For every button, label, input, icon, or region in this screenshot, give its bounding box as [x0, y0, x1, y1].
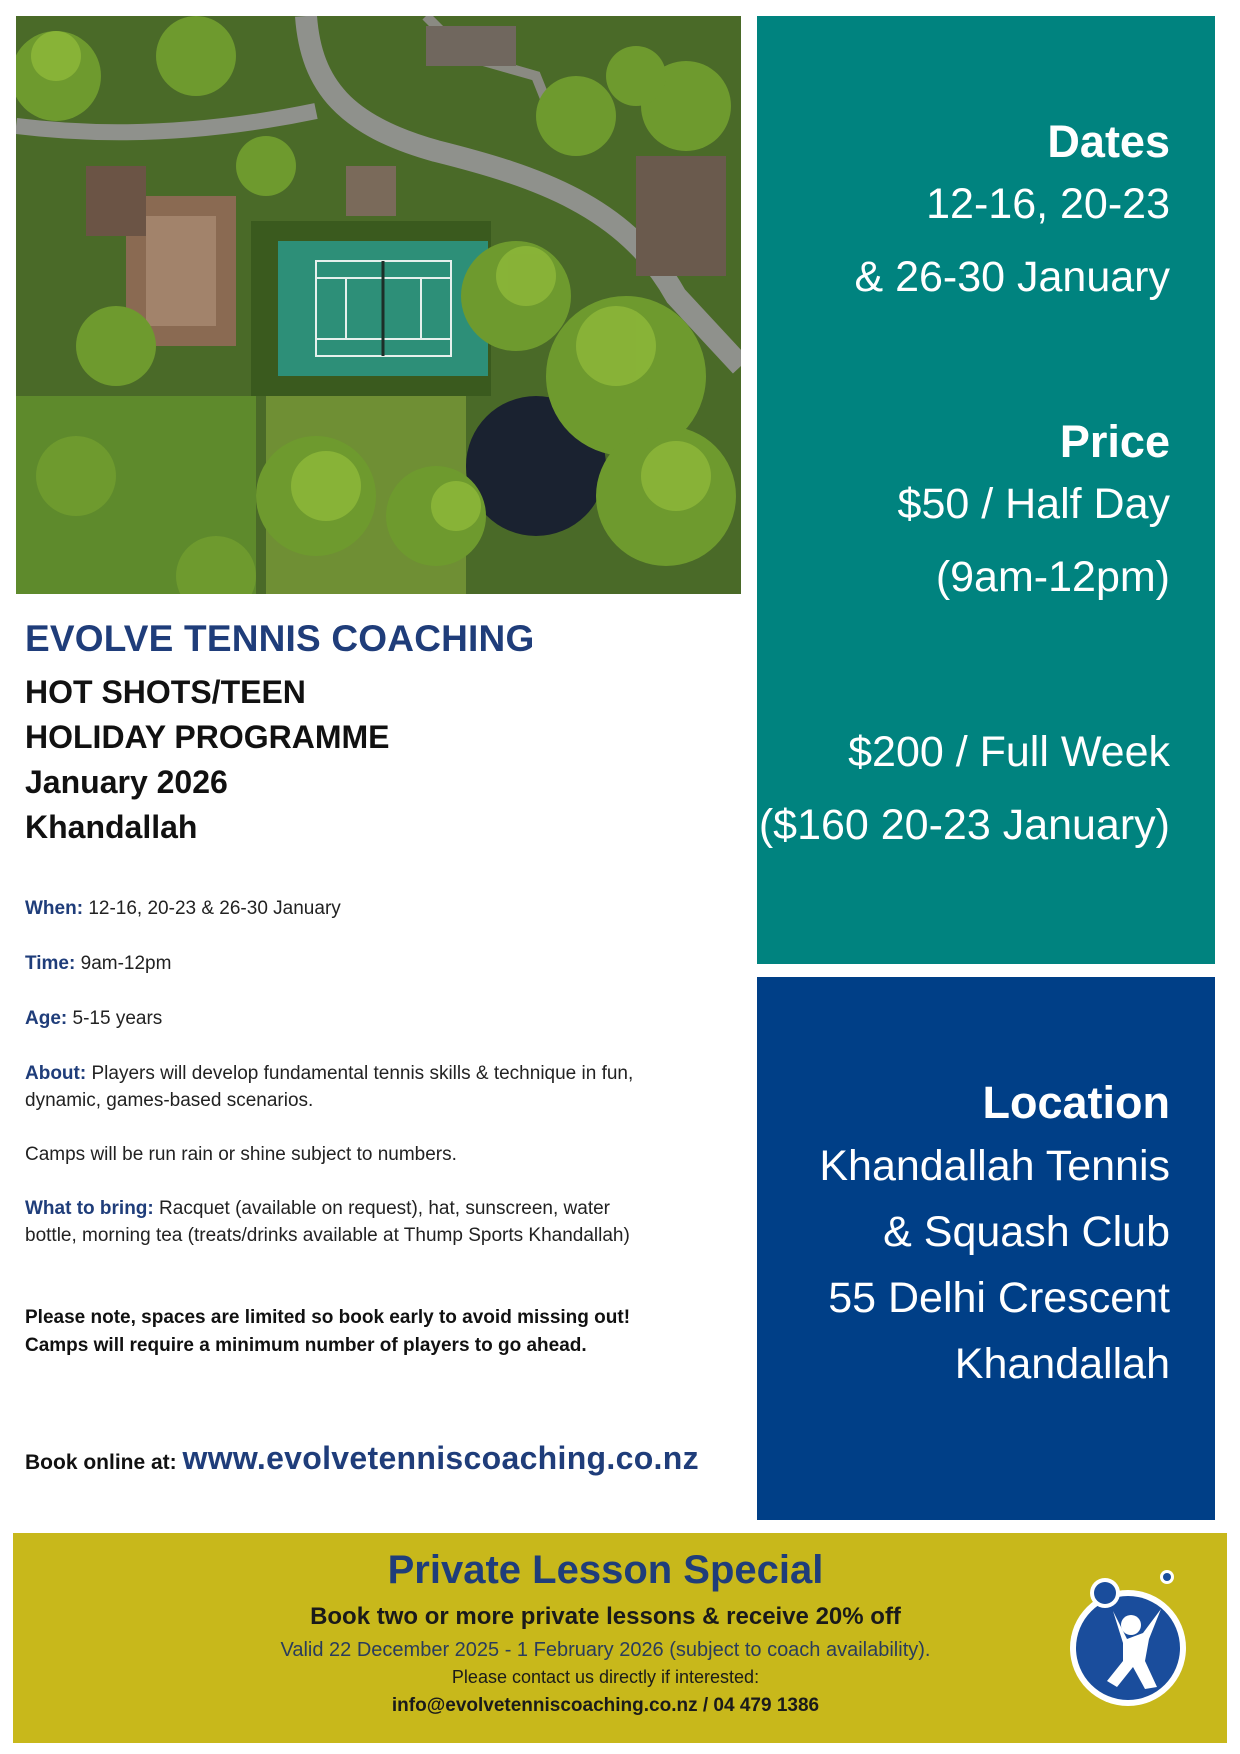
programme-title-block — [25, 618, 725, 850]
camps-note: Camps will be run rain or shine subject to numbers. — [25, 1144, 457, 1165]
bring-label: What to bring: — [25, 1198, 154, 1219]
programme-details — [25, 895, 725, 1360]
brand-name: EVOLVE TENNIS COACHING — [25, 618, 535, 659]
price-section — [898, 416, 1170, 614]
programme-name-line-2: HOLIDAY PROGRAMME — [25, 719, 390, 755]
about-value: Players will develop fundamental tennis skills & technique in fun, dynamic, games-based scenarios. — [25, 1063, 634, 1111]
dates-line-1: 12-16, 20-23 — [926, 180, 1170, 228]
time-value: 9am-12pm — [75, 953, 172, 974]
when-value: 12-16, 20-23 & 26-30 January — [83, 898, 341, 919]
time-row — [25, 950, 725, 977]
tennis-player-logo-icon — [1061, 1563, 1196, 1713]
age-row — [25, 1005, 725, 1032]
full-week-section — [759, 716, 1170, 862]
short-week-price: ($160 20-23 January) — [758, 801, 1170, 849]
about-row — [25, 1060, 705, 1114]
programme-suburb: Khandallah — [25, 809, 198, 845]
book-online-row — [25, 1440, 699, 1477]
dates-line-2: & 26-30 January — [854, 253, 1170, 301]
half-day-hours: (9am-12pm) — [935, 553, 1170, 601]
aerial-tennis-court-photo — [16, 16, 741, 594]
age-value: 5-15 years — [67, 1008, 163, 1029]
location-line-1: Khandallah Tennis — [819, 1142, 1170, 1190]
age-label: Age: — [25, 1008, 68, 1029]
programme-name-line-1: HOT SHOTS/TEEN — [25, 674, 306, 710]
banner-validity: Valid 22 December 2025 - 1 February 2026 (subject to coach availability). — [280, 1639, 931, 1661]
time-label: Time: — [25, 953, 76, 974]
banner-contact-note: Please contact us directly if interested: — [451, 1667, 760, 1687]
location-line-3: 55 Delhi Crescent — [828, 1274, 1170, 1322]
banner-email-phone[interactable]: info@evolvetenniscoaching.co.nz / 04 479 1386 — [391, 1695, 820, 1716]
half-day-price: $50 / Half Day — [897, 480, 1170, 528]
location-panel — [757, 977, 1215, 1520]
about-label: About: — [25, 1063, 87, 1084]
banner-offer: Book two or more private lessons & receive 20% off — [310, 1603, 901, 1630]
dates-section — [854, 116, 1170, 314]
when-label: When: — [25, 898, 84, 919]
private-lesson-banner — [13, 1533, 1227, 1743]
location-section — [819, 1077, 1170, 1397]
bring-value: Racquet (available on request), hat, sunscreen, water bottle, morning tea (treats/drinks available at Thump Sports Khandallah) — [25, 1198, 630, 1246]
full-week-price: $200 / Full Week — [848, 728, 1170, 776]
dates-price-panel — [757, 16, 1215, 964]
banner-title: Private Lesson Special — [387, 1548, 824, 1592]
location-heading: Location — [982, 1077, 1170, 1128]
book-online-label: Book online at: — [25, 1451, 183, 1474]
programme-month: January 2026 — [25, 764, 228, 800]
bring-row — [25, 1195, 645, 1249]
price-heading: Price — [1059, 416, 1170, 467]
notice-limited-spaces: Please note, spaces are limited so book early to avoid missing out! — [25, 1307, 631, 1328]
booking-website-link[interactable]: www.evolvetenniscoaching.co.nz — [182, 1440, 699, 1476]
when-row — [25, 895, 725, 922]
location-line-4: Khandallah — [954, 1340, 1170, 1388]
notice-minimum-players: Camps will require a minimum number of players to go ahead. — [25, 1335, 587, 1356]
dates-heading: Dates — [1047, 116, 1170, 167]
location-line-2: & Squash Club — [883, 1208, 1170, 1256]
